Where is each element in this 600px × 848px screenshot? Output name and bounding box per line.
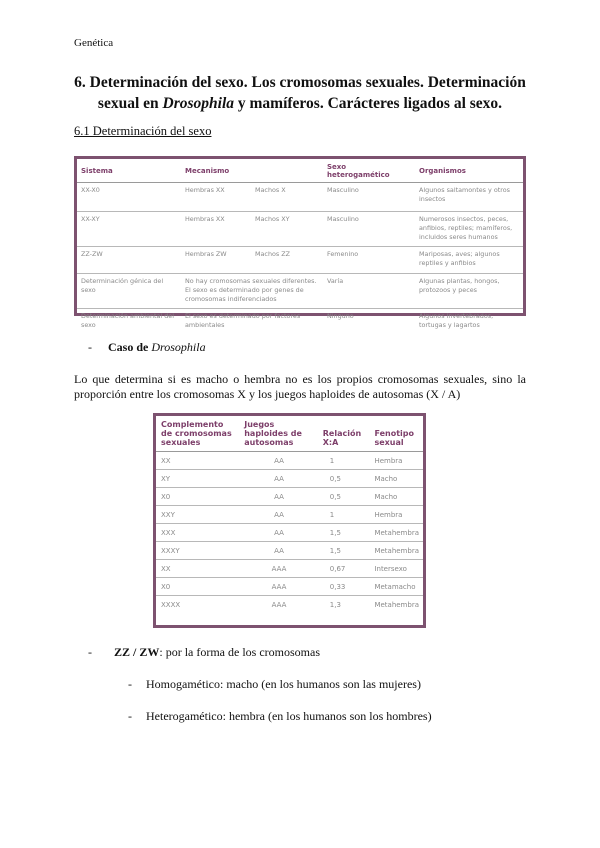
cell: Hembras ZW xyxy=(181,247,251,274)
table-row xyxy=(156,560,423,578)
cell: Metahembra xyxy=(369,524,423,542)
cell: AA xyxy=(239,470,318,488)
cell: 1 xyxy=(318,452,370,470)
title-text-2: y mamíferos. Carácteres ligados al sexo. xyxy=(234,95,503,112)
cell: AA xyxy=(239,488,318,506)
sub-bullet-heterogametic xyxy=(128,709,432,724)
cell: Determinación génica del sexo xyxy=(77,274,181,309)
body-paragraph: Lo que determina si es macho o hembra no es los propios cromosomas sexuales, sino la proporción entre los cromosomas X y los juegos haploides de autosomas (X / A) xyxy=(74,372,526,401)
drosophila-ratio-table xyxy=(153,413,426,628)
bullet-dash: - xyxy=(128,677,132,691)
col-header: Complemento de cromosomas sexuales xyxy=(156,416,239,452)
cell: XXXX xyxy=(161,600,181,609)
cell: 1,5 xyxy=(318,524,370,542)
bullet-dash: - xyxy=(88,645,92,659)
cell: XXX xyxy=(156,524,239,542)
cell: El sexo es determinado por factores ambientales xyxy=(185,312,301,329)
bullet-bold: Caso de xyxy=(108,340,152,354)
page-title xyxy=(60,72,540,114)
table-row xyxy=(156,452,423,470)
cell: Masculino xyxy=(323,183,415,212)
bullet-text: Homogamético: macho (en los humanos son las mujeres) xyxy=(146,677,421,691)
cell: AA xyxy=(239,506,318,524)
cell: 0,33 xyxy=(318,578,370,596)
cell: X0 xyxy=(156,578,239,596)
table-row xyxy=(156,470,423,488)
cell: Determinación ambiental del sexo xyxy=(81,312,175,329)
bullet-text: Heterogamético: hembra (en los humanos son los hombres) xyxy=(146,709,432,723)
cell: Metahembra xyxy=(369,542,423,560)
cell: 1,3 xyxy=(329,600,341,609)
bullet-italic: Drosophila xyxy=(151,340,206,354)
col-header: Mecanismo xyxy=(181,159,251,183)
table-row xyxy=(156,578,423,596)
cell: Numerosos insectos, peces, anfibios, reptiles; mamíferos, incluidos seres humanos xyxy=(415,212,523,247)
cell: Masculino xyxy=(323,212,415,247)
cell: Machos XY xyxy=(251,212,323,247)
bullet-text: : por la forma de los cromosomas xyxy=(159,645,320,659)
bullet-bold: ZZ / ZW xyxy=(114,645,160,659)
cell: Macho xyxy=(369,488,423,506)
cell: XX xyxy=(156,560,239,578)
cell: Machos ZZ xyxy=(251,247,323,274)
cell: 1 xyxy=(318,506,370,524)
table-row xyxy=(77,309,523,334)
cell: 1,5 xyxy=(318,542,370,560)
cell: AA xyxy=(239,452,318,470)
col-header: Fenotipo sexual xyxy=(369,416,423,452)
cell: Ninguno xyxy=(327,312,354,320)
table-row xyxy=(77,274,523,309)
cell: AA xyxy=(239,524,318,542)
table-row xyxy=(156,596,423,614)
cell: XX-XY xyxy=(77,212,181,247)
bullet-dash: - xyxy=(128,709,132,723)
cell: X0 xyxy=(156,488,239,506)
cell: Femenino xyxy=(323,247,415,274)
cell: Hembra xyxy=(369,506,423,524)
cell: Algunas plantas, hongos, protozoos y peces xyxy=(415,274,523,309)
cell: AAA xyxy=(239,578,318,596)
cell: Hembras XX xyxy=(181,212,251,247)
col-header: Sexo heterogamético xyxy=(323,159,415,183)
cell: XXY xyxy=(156,506,239,524)
page-header: Genética xyxy=(74,37,114,49)
cell: AAA xyxy=(271,600,287,609)
table-header-row xyxy=(156,416,423,452)
col-header: Juegos haploides de autosomas xyxy=(239,416,318,452)
cell: No hay cromosomas sexuales diferentes. El sexo es determinado por genes de cromosomas indiferenciados xyxy=(181,274,323,309)
cell: Metamacho xyxy=(369,578,423,596)
table-row xyxy=(77,212,523,247)
cell: XX xyxy=(156,452,239,470)
sex-determination-table xyxy=(74,156,526,329)
title-italic: Drosophila xyxy=(162,95,235,112)
col-header: Sistema xyxy=(77,159,181,183)
cell: XY xyxy=(156,470,239,488)
title-text-1: 6. Determinación del sexo. Los cromosomas sexuales. Determinación sexual en xyxy=(74,74,526,112)
cell: Intersexo xyxy=(369,560,423,578)
cell: Algunos invertebrados, tortugas y lagartos xyxy=(419,312,494,329)
cell: Algunos saltamontes y otros insectos xyxy=(415,183,523,212)
bullet-drosophila xyxy=(88,340,206,355)
table-header-row xyxy=(77,159,523,183)
cell: Hembras XX xyxy=(181,183,251,212)
cell: Varía xyxy=(323,274,415,309)
table-row xyxy=(77,247,523,274)
sub-bullet-homogametic xyxy=(128,677,421,692)
cell: 0,5 xyxy=(318,470,370,488)
col-header xyxy=(251,159,323,183)
bullet-zz-zw xyxy=(88,645,320,660)
table-row xyxy=(156,542,423,560)
cell: AAA xyxy=(239,560,318,578)
cell: ZZ-ZW xyxy=(77,247,181,274)
col-header: Relación X:A xyxy=(318,416,370,452)
table-row xyxy=(156,506,423,524)
cell: 0,5 xyxy=(318,488,370,506)
cell: XX-X0 xyxy=(77,183,181,212)
table-row xyxy=(77,183,523,212)
cell: AA xyxy=(239,542,318,560)
cell: Metahembra xyxy=(374,600,419,609)
cell: Mariposas, aves; algunos reptiles y anfibios xyxy=(415,247,523,274)
col-header: Organismos xyxy=(415,159,523,183)
cell: Hembra xyxy=(369,452,423,470)
cell: XXXY xyxy=(156,542,239,560)
table-row xyxy=(156,488,423,506)
cell: Machos X xyxy=(251,183,323,212)
cell: 0,67 xyxy=(318,560,370,578)
table-row xyxy=(156,524,423,542)
section-heading: 6.1 Determinación del sexo xyxy=(74,124,212,138)
bullet-dash: - xyxy=(88,340,92,354)
cell: Macho xyxy=(369,470,423,488)
